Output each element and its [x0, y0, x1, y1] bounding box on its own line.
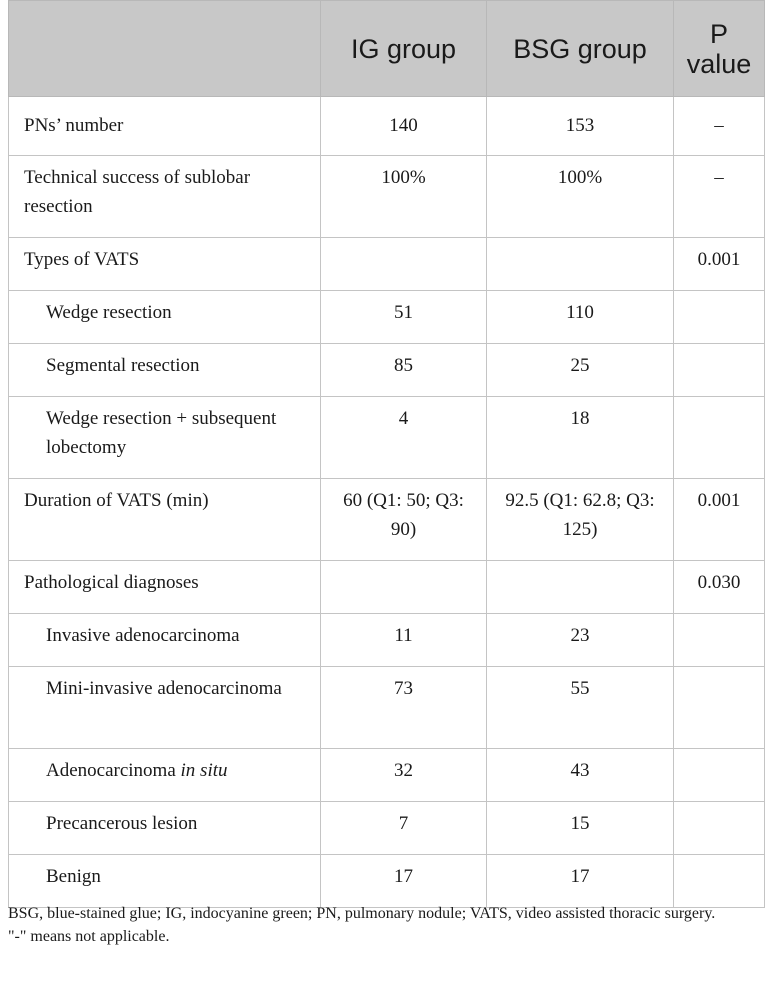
row-label: Mini-invasive adenocarcinoma	[9, 667, 321, 749]
ig-value: 7	[321, 802, 487, 855]
ig-value: 32	[321, 749, 487, 802]
ig-value	[321, 238, 487, 291]
bsg-value: 17	[487, 855, 674, 908]
p-value	[674, 749, 765, 802]
table-row	[9, 291, 765, 344]
table-row	[9, 156, 765, 238]
bsg-value: 110	[487, 291, 674, 344]
bsg-value: 23	[487, 614, 674, 667]
table-row	[9, 344, 765, 397]
p-value: –	[674, 97, 765, 156]
bsg-value: 43	[487, 749, 674, 802]
p-value	[674, 344, 765, 397]
row-label: Benign	[9, 855, 321, 908]
p-value	[674, 397, 765, 479]
p-value: 0.001	[674, 479, 765, 561]
p-value	[674, 802, 765, 855]
row-label: Duration of VATS (min)	[9, 479, 321, 561]
ig-value: 100%	[321, 156, 487, 238]
header-bsg-group: BSG group	[487, 1, 674, 97]
ig-value: 17	[321, 855, 487, 908]
table-row	[9, 614, 765, 667]
ig-value: 4	[321, 397, 487, 479]
bsg-value: 153	[487, 97, 674, 156]
row-label: Wedge resection + subsequent lobectomy	[9, 397, 321, 479]
header-label-column	[9, 1, 321, 97]
p-value	[674, 667, 765, 749]
ig-value: 85	[321, 344, 487, 397]
table-row	[9, 667, 765, 749]
bsg-value	[487, 238, 674, 291]
row-label: Technical success of sublobar resection	[9, 156, 321, 238]
p-value: 0.001	[674, 238, 765, 291]
bsg-value	[487, 561, 674, 614]
row-label-italic: in situ	[180, 760, 228, 781]
p-value	[674, 614, 765, 667]
table-row	[9, 479, 765, 561]
results-table	[8, 0, 765, 908]
table-row	[9, 97, 765, 156]
p-value: 0.030	[674, 561, 765, 614]
ig-value: 51	[321, 291, 487, 344]
ig-value: 11	[321, 614, 487, 667]
ig-value	[321, 561, 487, 614]
header-p-value: P value	[674, 1, 765, 97]
bsg-value: 100%	[487, 156, 674, 238]
row-label: Invasive adenocarcinoma	[9, 614, 321, 667]
table-row	[9, 749, 765, 802]
p-value: –	[674, 156, 765, 238]
table-row	[9, 238, 765, 291]
row-label: Types of VATS	[9, 238, 321, 291]
row-label: Precancerous lesion	[9, 802, 321, 855]
row-label: Wedge resection	[9, 291, 321, 344]
table-row	[9, 397, 765, 479]
ig-value: 73	[321, 667, 487, 749]
bsg-value: 15	[487, 802, 674, 855]
table-row	[9, 855, 765, 908]
table-row	[9, 561, 765, 614]
not-applicable-note: "-" means not applicable.	[8, 928, 170, 945]
row-label: Pathological diagnoses	[9, 561, 321, 614]
row-label: PNs’ number	[9, 97, 321, 156]
header-row	[9, 1, 765, 97]
row-label-text: Adenocarcinoma	[46, 760, 181, 781]
abbreviations-note: BSG, blue-stained glue; IG, indocyanine green; PN, pulmonary nodule; VATS, video assisted thoracic surgery.	[8, 905, 716, 922]
p-value	[674, 855, 765, 908]
p-value	[674, 291, 765, 344]
results-table-container	[8, 0, 764, 908]
ig-value: 60 (Q1: 50; Q3: 90)	[321, 479, 487, 561]
table-row	[9, 802, 765, 855]
ig-value: 140	[321, 97, 487, 156]
bsg-value: 18	[487, 397, 674, 479]
bsg-value: 25	[487, 344, 674, 397]
header-ig-group: IG group	[321, 1, 487, 97]
bsg-value: 55	[487, 667, 674, 749]
table-footnotes	[8, 902, 768, 948]
row-label	[9, 749, 321, 802]
row-label: Segmental resection	[9, 344, 321, 397]
bsg-value: 92.5 (Q1: 62.8; Q3: 125)	[487, 479, 674, 561]
